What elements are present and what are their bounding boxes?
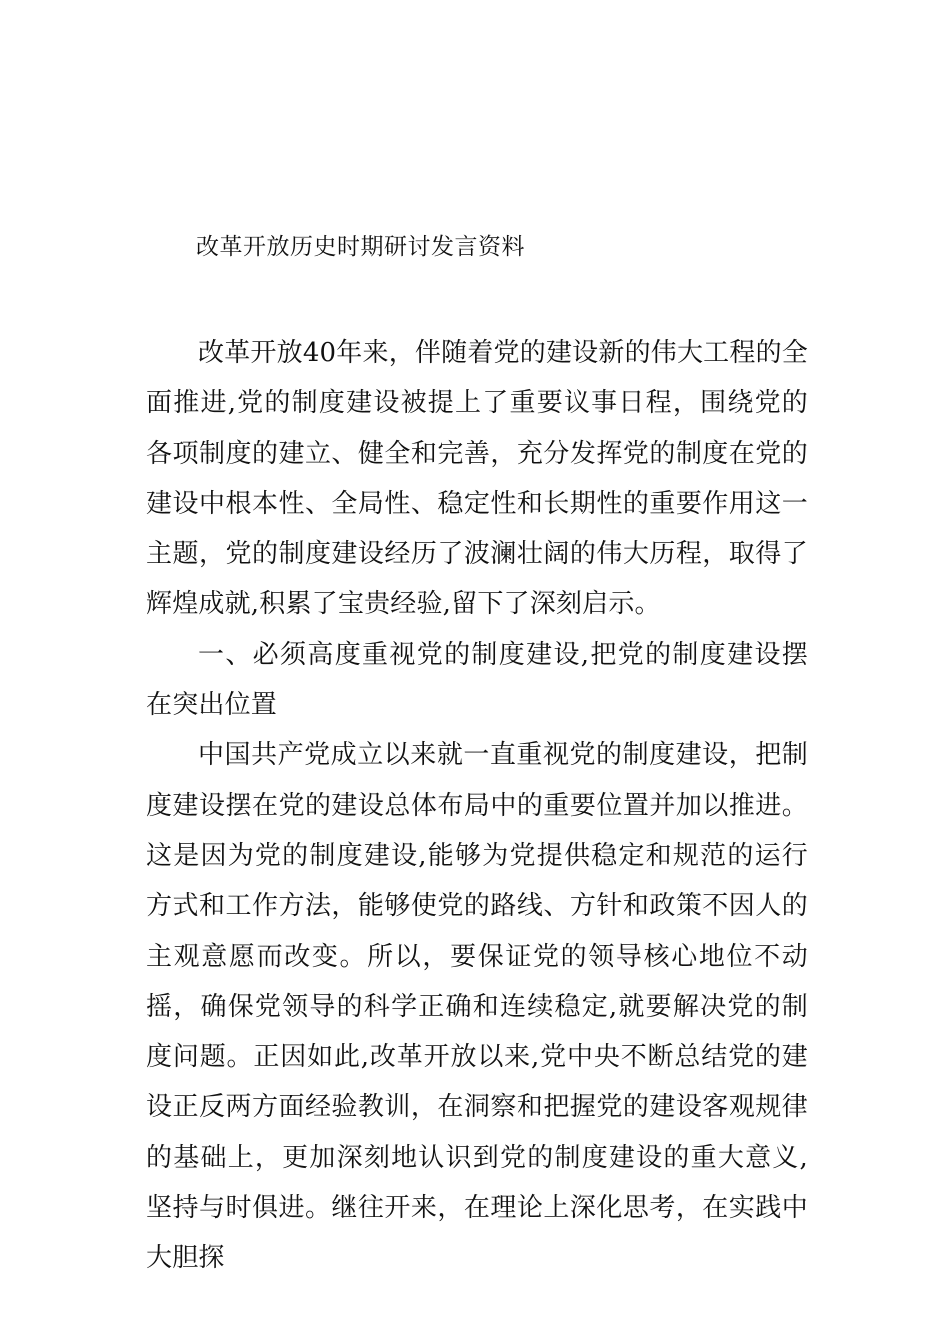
paragraph-section-1: 中国共产党成立以来就一直重视党的制度建设，把制度建设摆在党的建设总体布局中的重要位置并加以推进。这是因为党的制度建设,能够为党提供稳定和规范的运行方式和工作方法，能够使党的路线、方针和政策不因人的主观意愿而改变。所以，要保证党的领导核心地位不动摇，确保党领导的科学正确和连续稳定,就要解决党的制度问题。正因如此,改革开放以来,党中央不断总结党的建设正反两方面经验教训，在洞察和把握党的建设客观规律的基础上，更加深刻地认识到党的制度建设的重大意义,坚持与时俱进。继往开来，在理论上深化思考，在实践中大胆探 [146, 740, 808, 1274]
section-heading-1: 一、必须高度重视党的制度建设,把党的制度建设摆在突出位置 [146, 639, 808, 721]
document-title: 改革开放历史时期研讨发言资料 [196, 234, 525, 260]
document-body [146, 328, 808, 1284]
paragraph-intro: 改革开放40年来，伴随着党的建设新的伟大工程的全面推进,党的制度建设被提上了重要议事日程，围绕党的各项制度的建立、健全和完善，充分发挥党的制度在党的建设中根本性、全局性、稳定性和长期性的重要作用这一主题，党的制度建设经历了波澜壮阔的伟大历程，取得了辉煌成就,积累了宝贵经验,留下了深刻启示。 [146, 338, 808, 620]
